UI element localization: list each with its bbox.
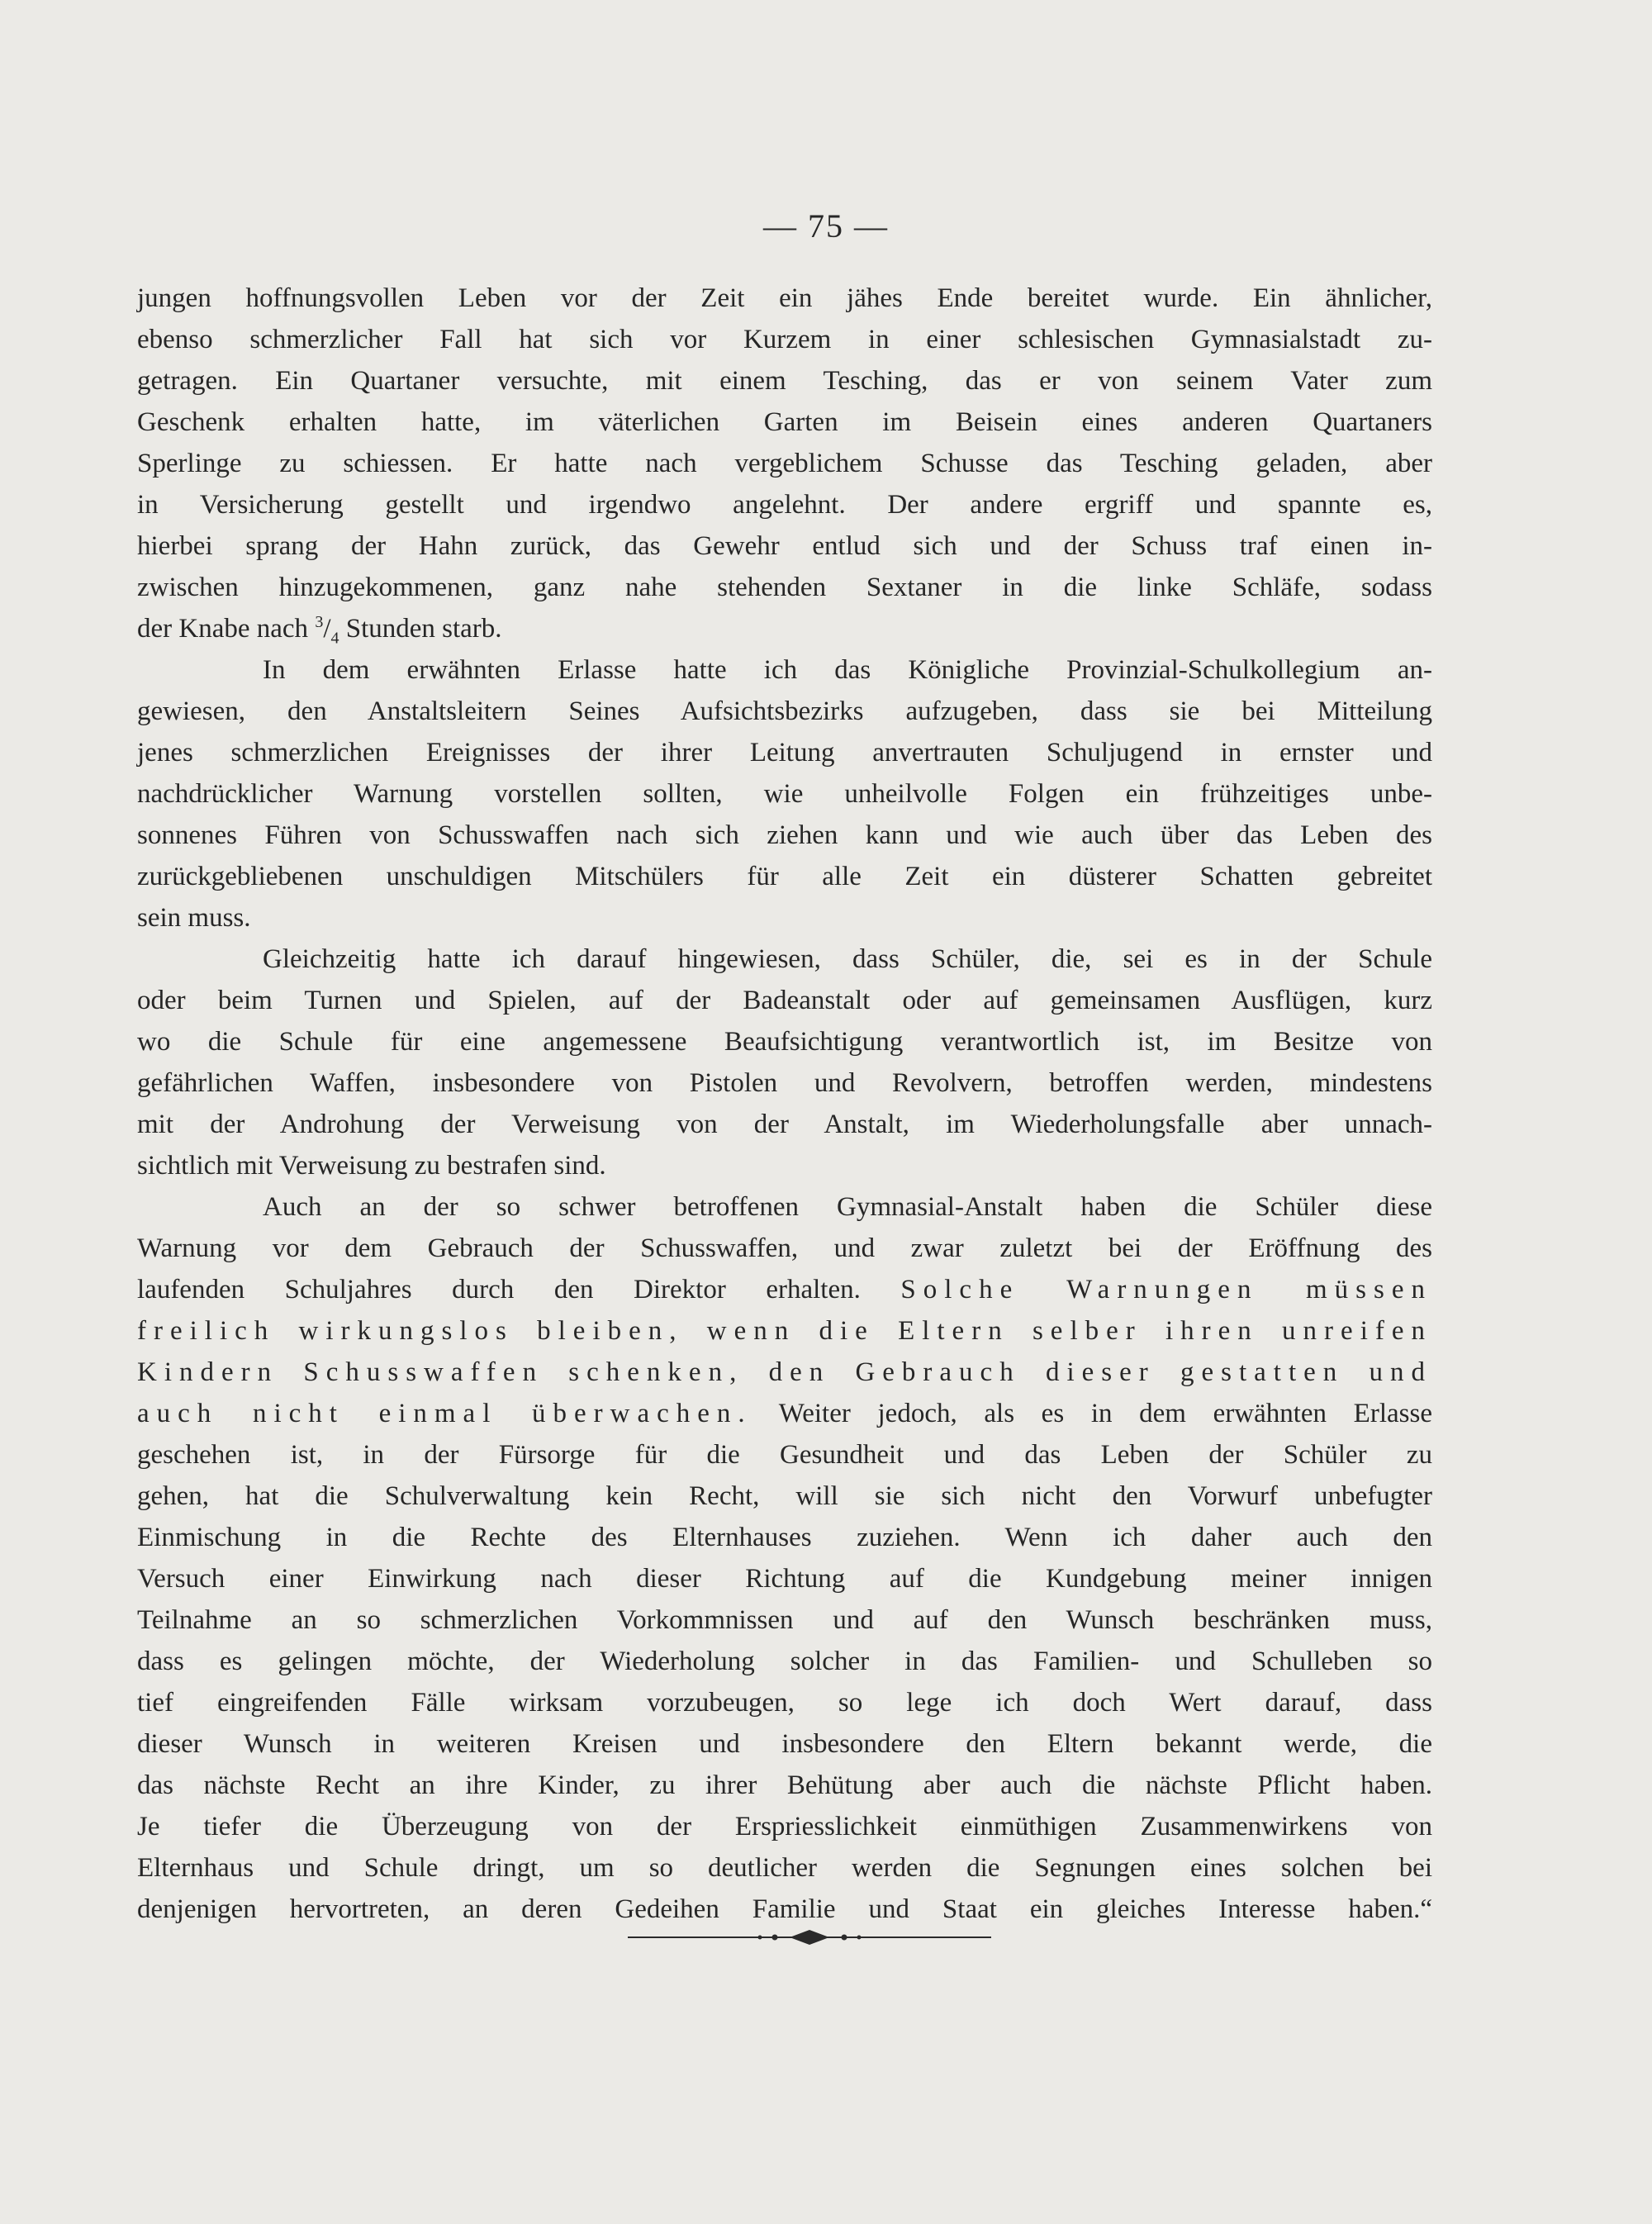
text-line: zurückgebliebenen unschuldigen Mitschülers für alle Zeit ein düsterer Schatten gebreitet — [137, 862, 1432, 891]
text-line: dass es gelingen möchte, der Wiederholung solcher in das Familien- und Schulleben so — [137, 1647, 1432, 1676]
text-fragment: Stunden starb. — [339, 614, 502, 644]
text-fragment: Weiter jedoch, als es in dem erwähnten Erlasse — [752, 1399, 1432, 1428]
text-line: gefährlichen Waffen, insbesondere von Pistolen und Revolvern, betroffen werden, mindestens — [137, 1068, 1432, 1098]
text-line: in Versicherung gestellt und irgendwo angelehnt. Der andere ergriff und spannte es, — [137, 490, 1432, 520]
fraction-denominator: 4 — [330, 629, 339, 648]
page-number: — 75 — — [763, 207, 889, 245]
text-line: sein muss. — [137, 903, 251, 933]
text-line — [137, 608, 1432, 649]
text-line: Einmischung in die Rechte des Elternhauses zuziehen. Wenn ich daher auch den — [137, 1523, 1432, 1552]
fraction-numerator: 3 — [315, 613, 324, 631]
emphasized-line: freilich wirkungslos bleiben, wenn die Eltern selber ihren unreifen — [137, 1316, 1432, 1346]
text-line: oder beim Turnen und Spielen, auf der Badeanstalt oder auf gemeinsamen Ausflügen, kurz — [137, 986, 1432, 1015]
text-line: mit der Androhung der Verweisung von der Anstalt, im Wiederholungsfalle aber unnach- — [137, 1110, 1432, 1139]
text-line: Geschenk erhalten hatte, im väterlichen Garten im Beisein eines anderen Quartaners — [137, 407, 1432, 437]
text-line: das nächste Recht an ihre Kinder, zu ihrer Behütung aber auch die nächste Pflicht haben. — [137, 1770, 1432, 1800]
text-line: Auch an der so schwer betroffenen Gymnasial-Anstalt haben die Schüler diese — [263, 1192, 1432, 1222]
text-line: tief eingreifenden Fälle wirksam vorzubeugen, so lege ich doch Wert darauf, dass — [137, 1688, 1432, 1718]
emphasized-text: Solche Warnungen müssen — [900, 1275, 1432, 1304]
text-line: geschehen ist, in der Fürsorge für die Gesundheit und das Leben der Schüler zu — [137, 1440, 1432, 1470]
text-line: jenes schmerzlichen Ereignisses der ihrer Leitung anvertrauten Schuljugend in ernster und — [137, 738, 1432, 767]
text-line: sichtlich mit Verweisung zu bestrafen sind. — [137, 1151, 606, 1181]
text-line: denjenigen hervortreten, an deren Gedeihen Familie und Staat ein gleiches Interesse haben.“ — [137, 1894, 1432, 1924]
text-line: Teilnahme an so schmerzlichen Vorkommnissen und auf den Wunsch beschränken muss, — [137, 1605, 1432, 1635]
fraction-slash: / — [323, 614, 331, 644]
text-line — [137, 1393, 1432, 1434]
emphasized-line: Kindern Schusswaffen schenken, den Gebrauch dieser gestatten und — [137, 1357, 1432, 1387]
text-fragment: laufenden Schuljahres durch den Direktor erhalten. — [137, 1275, 901, 1304]
text-line: hierbei sprang der Hahn zurück, das Gewehr entlud sich und der Schuss traf einen in- — [137, 531, 1432, 561]
text-line: getragen. Ein Quartaner versuchte, mit einem Tesching, das er von seinem Vater zum — [137, 366, 1432, 396]
text-line: gehen, hat die Schulverwaltung kein Recht, will sie sich nicht den Vorwurf unbefugter — [137, 1481, 1432, 1511]
text-line: gewiesen, den Anstaltsleitern Seines Aufsichtsbezirks aufzugeben, dass sie bei Mitteilung — [137, 696, 1432, 726]
text-line — [137, 1269, 1432, 1310]
ornament-divider-icon — [628, 1925, 991, 1950]
text-line: Gleichzeitig hatte ich darauf hingewiesen, dass Schüler, die, sei es in der Schule — [263, 944, 1432, 974]
text-line: Versuch einer Einwirkung nach dieser Richtung auf die Kundgebung meiner innigen — [137, 1564, 1432, 1594]
text-line: nachdrücklicher Warnung vorstellen sollten, wie unheilvolle Folgen ein frühzeitiges unbe- — [137, 779, 1432, 809]
text-line: Elternhaus und Schule dringt, um so deutlicher werden die Segnungen eines solchen bei — [137, 1853, 1432, 1883]
text-line: Sperlinge zu schiessen. Er hatte nach vergeblichem Schusse das Tesching geladen, aber — [137, 449, 1432, 478]
text-line: In dem erwähnten Erlasse hatte ich das Königliche Provinzial-Schulkollegium an- — [263, 655, 1432, 685]
text-line: Je tiefer die Überzeugung von der Erspriesslichkeit einmüthigen Zusammenwirkens von — [137, 1812, 1432, 1841]
text-line: jungen hoffnungsvollen Leben vor der Zeit ein jähes Ende bereitet wurde. Ein ähnlicher, — [137, 283, 1432, 313]
text-line: zwischen hinzugekommenen, ganz nahe stehenden Sextaner in die linke Schläfe, sodass — [137, 573, 1432, 602]
body-text — [137, 278, 1432, 1930]
text-line: wo die Schule für eine angemessene Beaufsichtigung verantwortlich ist, im Besitze von — [137, 1027, 1432, 1057]
text-line: Warnung vor dem Gebrauch der Schusswaffen, und zwar zuletzt bei der Eröffnung des — [137, 1233, 1432, 1263]
emphasized-text: auch nicht einmal überwachen. — [137, 1399, 752, 1428]
text-line: sonnenes Führen von Schusswaffen nach sich ziehen kann und wie auch über das Leben des — [137, 820, 1432, 850]
text-fragment: der Knabe nach — [137, 614, 316, 644]
text-line: dieser Wunsch in weiteren Kreisen und insbesondere den Eltern bekannt werde, die — [137, 1729, 1432, 1759]
text-line: ebenso schmerzlicher Fall hat sich vor Kurzem in einer schlesischen Gymnasialstadt zu- — [137, 325, 1432, 354]
